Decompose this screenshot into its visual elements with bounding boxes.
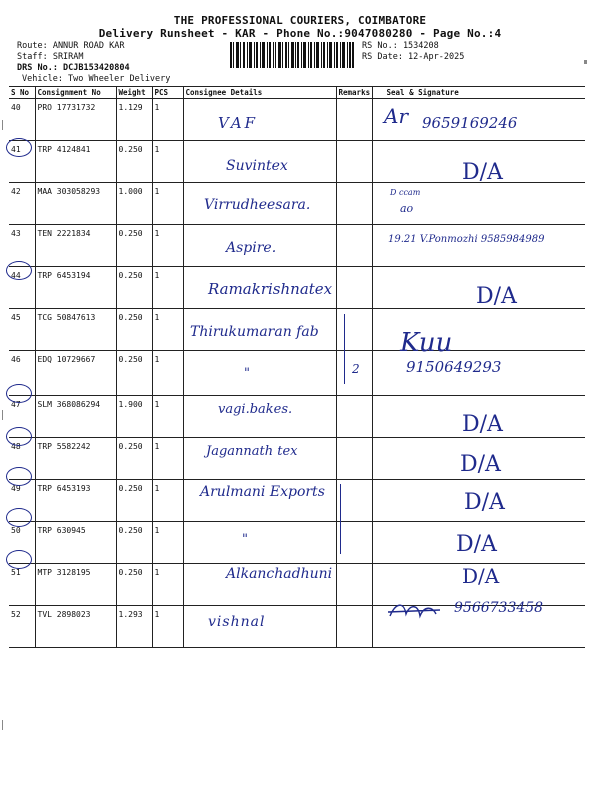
row-sno: 44 xyxy=(9,267,35,309)
row-pcs: 1 xyxy=(152,606,183,648)
row-consignment: TRP 6453194 xyxy=(35,267,116,309)
row-sno: 42 xyxy=(9,183,35,225)
consignee-handwriting: vagi.bakes. xyxy=(218,402,293,417)
row-remarks xyxy=(336,183,372,225)
row-sno: 47 xyxy=(9,396,35,438)
signature-da: D/A xyxy=(462,160,503,185)
serial-circle-icon xyxy=(6,427,32,446)
signature-da: D/A xyxy=(476,284,517,309)
col-signature: Seal & Signature xyxy=(372,87,585,99)
consignee-handwriting: " xyxy=(242,532,248,547)
signature-initials: Ar xyxy=(384,104,409,128)
serial-circle-icon xyxy=(6,508,32,527)
row-consignee xyxy=(183,522,336,564)
row-consignment: TVL 2898023 xyxy=(35,606,116,648)
col-sno: S No xyxy=(9,87,35,99)
scan-mark xyxy=(2,120,3,130)
signature-phone: 9659169246 xyxy=(422,114,518,132)
row-pcs: 1 xyxy=(152,351,183,396)
row-consignment: PRO 17731732 xyxy=(35,99,116,141)
bracket-note: 2 xyxy=(352,362,360,376)
row-remarks xyxy=(336,480,372,522)
row-pcs: 1 xyxy=(152,309,183,351)
row-pcs: 1 xyxy=(152,522,183,564)
consignee-handwriting: Alkanchadhuni xyxy=(226,566,333,582)
row-pcs: 1 xyxy=(152,99,183,141)
signature-da: D/A xyxy=(460,452,501,477)
row-consignment: SLM 368086294 xyxy=(35,396,116,438)
row-weight: 0.250 xyxy=(116,351,152,396)
consignee-handwriting: Suvintex xyxy=(226,158,288,174)
row-consignment: TCG 50847613 xyxy=(35,309,116,351)
signature-note: ao xyxy=(400,202,414,215)
row-sno: 49 xyxy=(9,480,35,522)
row-pcs: 1 xyxy=(152,225,183,267)
row-remarks xyxy=(336,141,372,183)
row-sno: 45 xyxy=(9,309,35,351)
serial-circle-icon xyxy=(6,138,32,157)
scan-mark xyxy=(2,720,3,730)
signature-da: D/A xyxy=(462,564,500,588)
row-weight: 0.250 xyxy=(116,522,152,564)
row-weight: 1.293 xyxy=(116,606,152,648)
signature-da: D/A xyxy=(462,412,503,437)
row-weight: 0.250 xyxy=(116,267,152,309)
row-weight: 0.250 xyxy=(116,564,152,606)
row-pcs: 1 xyxy=(152,564,183,606)
row-consignment: MTP 3128195 xyxy=(35,564,116,606)
row-sno: 43 xyxy=(9,225,35,267)
rows-bracket xyxy=(330,314,345,384)
row-remarks xyxy=(336,99,372,141)
row-consignee xyxy=(183,99,336,141)
rs-date-label: RS Date: 12-Apr-2025 xyxy=(362,52,465,62)
row-remarks xyxy=(336,522,372,564)
staff-label: Staff: SRIRAM xyxy=(17,52,84,62)
row-consignment: EDQ 10729667 xyxy=(35,351,116,396)
route-label: Route: ANNUR ROAD KAR xyxy=(17,41,125,51)
row-pcs: 1 xyxy=(152,141,183,183)
row-weight: 1.000 xyxy=(116,183,152,225)
row-consignment: TRP 5582242 xyxy=(35,438,116,480)
consignee-handwriting: vishnal xyxy=(208,614,266,630)
col-weight: Weight xyxy=(116,87,152,99)
table-header-row xyxy=(9,87,585,99)
row-sno: 50 xyxy=(9,522,35,564)
row-consignment: MAA 303058293 xyxy=(35,183,116,225)
col-consignee: Consignee Details xyxy=(183,87,336,99)
signature-phone: 9150649293 xyxy=(406,358,502,376)
signature-scribble-icon xyxy=(386,598,442,624)
row-consignment: TRP 6453193 xyxy=(35,480,116,522)
consignee-handwriting: " xyxy=(244,366,250,381)
serial-circle-icon xyxy=(6,384,32,403)
table-row xyxy=(9,225,585,267)
barcode xyxy=(230,42,354,68)
consignee-handwriting: Virrudheesara. xyxy=(204,197,311,213)
consignee-handwriting: Ramakrishnatex xyxy=(208,280,333,298)
rs-no-label: RS No.: 1534208 xyxy=(362,41,439,51)
row-consignment: TRP 630945 xyxy=(35,522,116,564)
row-sno: 40 xyxy=(9,99,35,141)
row-consignment: TRP 4124841 xyxy=(35,141,116,183)
signature-phone: 9566733458 xyxy=(454,600,544,616)
row-pcs: 1 xyxy=(152,183,183,225)
row-pcs: 1 xyxy=(152,480,183,522)
rows-bracket xyxy=(330,484,341,554)
signature-note: D ccam xyxy=(390,188,421,197)
consignee-handwriting: Jagannath tex xyxy=(206,444,298,459)
row-remarks xyxy=(336,438,372,480)
serial-circle-icon xyxy=(6,550,32,569)
row-consignee xyxy=(183,351,336,396)
row-weight: 0.250 xyxy=(116,225,152,267)
col-pcs: PCS xyxy=(152,87,183,99)
row-remarks xyxy=(336,267,372,309)
row-sno: 48 xyxy=(9,438,35,480)
scan-mark xyxy=(584,60,587,64)
row-sno: 46 xyxy=(9,351,35,396)
row-remarks xyxy=(336,564,372,606)
row-weight: 0.250 xyxy=(116,480,152,522)
serial-circle-icon xyxy=(6,467,32,486)
consignee-handwriting: Arulmani Exports xyxy=(200,484,325,500)
row-consignment: TEN 2221834 xyxy=(35,225,116,267)
consignee-handwriting: Aspire. xyxy=(226,240,277,256)
drs-label: DRS No.: DCJB153420804 xyxy=(17,63,130,73)
row-pcs: 1 xyxy=(152,267,183,309)
consignee-handwriting: VAF xyxy=(218,114,259,132)
signature-scribble: Kuu xyxy=(400,328,453,358)
row-remarks xyxy=(336,225,372,267)
row-weight: 1.129 xyxy=(116,99,152,141)
row-weight: 0.250 xyxy=(116,141,152,183)
runsheet-heading: Delivery Runsheet - KAR - Phone No.:9047080280 - Page No.:4 xyxy=(98,27,502,40)
consignee-handwriting: Thirukumaran fab xyxy=(190,324,319,340)
serial-circle-icon xyxy=(6,261,32,280)
row-signature xyxy=(372,225,585,267)
row-pcs: 1 xyxy=(152,438,183,480)
row-weight: 1.900 xyxy=(116,396,152,438)
table-row xyxy=(9,522,585,564)
signature-da: D/A xyxy=(464,490,505,515)
row-pcs: 1 xyxy=(152,396,183,438)
col-consignment: Consignment No xyxy=(35,87,116,99)
row-weight: 0.250 xyxy=(116,438,152,480)
col-remarks: Remarks xyxy=(336,87,372,99)
row-weight: 0.250 xyxy=(116,309,152,351)
row-sno: 52 xyxy=(9,606,35,648)
row-sno: 41 xyxy=(9,141,35,183)
row-remarks xyxy=(336,606,372,648)
scan-mark xyxy=(2,410,3,420)
row-remarks xyxy=(336,396,372,438)
vehicle-label: Vehicle: Two Wheeler Delivery xyxy=(22,74,171,84)
signature-da: D/A xyxy=(456,532,497,557)
row-sno: 51 xyxy=(9,564,35,606)
signature-text: 19.21 V.Ponmozhi 9585984989 xyxy=(388,234,545,245)
company-title: THE PROFESSIONAL COURIERS, COIMBATORE xyxy=(173,14,427,27)
